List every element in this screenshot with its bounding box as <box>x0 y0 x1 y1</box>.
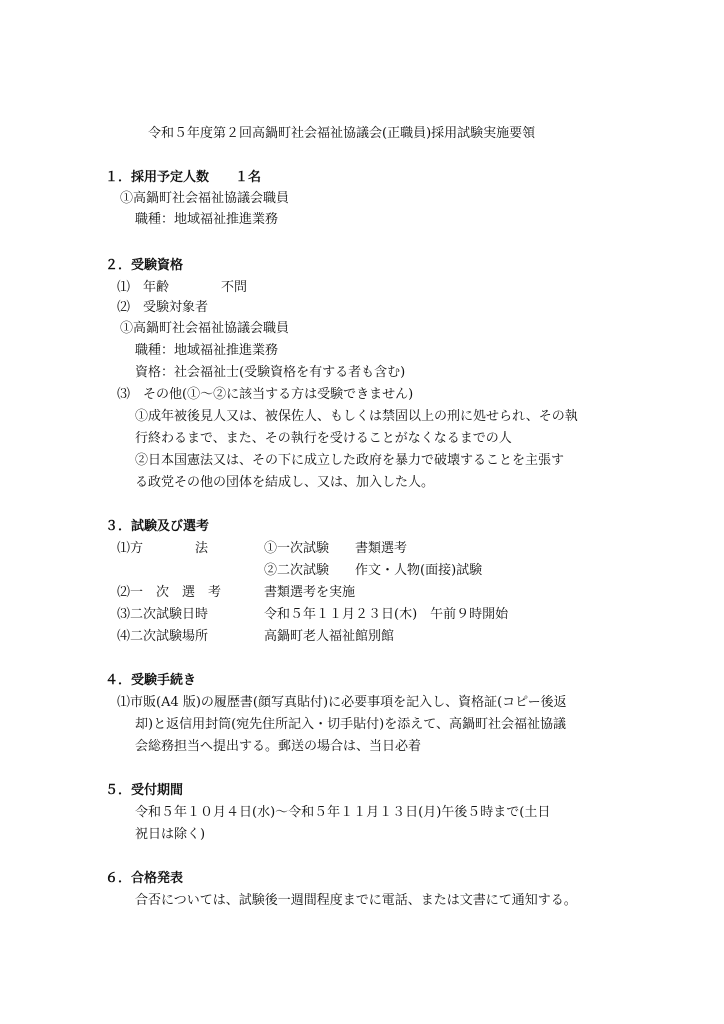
section-4-line-2: 却)と返信用封筒(宛先住所記入・切手貼付)を添えて、高鍋町社会福祉協議 <box>135 717 566 732</box>
section-3-first-label: ⑵一 次 選 考 <box>117 585 222 600</box>
section-5-heading: ５．受付期間 <box>105 783 184 798</box>
section-1-line-1: ①高鍋町社会福祉協議会職員 <box>120 191 290 206</box>
section-2-line-3: ①高鍋町社会福祉協議会職員 <box>120 321 290 336</box>
section-2-heading: ２．受験資格 <box>105 258 184 273</box>
section-3-date-value: 令和５年１１月２３日(木) 午前９時開始 <box>264 607 509 622</box>
section-2-line-2: ⑵ 受験対象者 <box>117 300 209 315</box>
section-2-line-6: ⑶ その他(①～②に該当する方は受験できません) <box>117 387 414 402</box>
section-1-line-2: 職種：地域福祉推進業務 <box>135 212 279 227</box>
section-3-method-value-1: ①一次試験 書類選考 <box>264 541 408 556</box>
section-2-line-5: 資格：社会福祉士(受験資格を有する者も含む) <box>135 365 406 380</box>
section-3-place-label: ⑷二次試験場所 <box>117 629 209 644</box>
section-2-line-10: る政党その他の団体を結成し、又は、加入した人。 <box>135 475 435 490</box>
section-2-line-4: 職種：地域福祉推進業務 <box>135 343 279 358</box>
section-4-line-1: ⑴市販(A4 版)の履歴書(顔写真貼付)に必要事項を記入し、資格証(コピー後返 <box>117 695 567 710</box>
section-1-heading: １．採用予定人数 １名 <box>105 170 262 185</box>
section-3-method-value-2: ②二次試験 作文・人物(面接)試験 <box>264 563 483 578</box>
section-2-line-8: 行終わるまで、また、その執行を受けることがなくなるまでの人 <box>135 431 512 446</box>
document-title: 令和５年度第２回高鍋町社会福祉協議会(正職員)採用試験実施要領 <box>148 126 536 141</box>
section-3-date-label: ⑶二次試験日時 <box>117 607 209 622</box>
section-2-line-9: ②日本国憲法又は、その下に成立した政府を暴力で破壊することを主張す <box>135 453 565 468</box>
section-3-method-label: ⑴方 法 <box>117 541 209 556</box>
section-4-heading: ４．受験手続き <box>105 673 197 688</box>
section-5-line-1: 令和５年１０月４日(水)～令和５年１１月１３日(月)午後５時まで(土日 <box>135 805 551 820</box>
section-2-line-1: ⑴ 年齢 不問 <box>117 280 248 295</box>
section-3-first-value: 書類選考を実施 <box>264 585 356 600</box>
section-3-heading: ３．試験及び選考 <box>105 519 210 534</box>
section-4-line-3: 会総務担当へ提出する。郵送の場合は、当日必着 <box>135 739 422 754</box>
section-2-line-7: ①成年被後見人又は、被保佐人、もしくは禁固以上の刑に処せられ、その執 <box>135 409 578 424</box>
section-3-place-value: 高鍋町老人福祉館別館 <box>264 629 395 644</box>
section-5-line-2: 祝日は除く) <box>135 827 206 842</box>
section-6-heading: ６．合格発表 <box>105 871 184 886</box>
section-6-line-1: 合否については、試験後一週間程度までに電話、または文書にて通知する。 <box>135 893 577 908</box>
